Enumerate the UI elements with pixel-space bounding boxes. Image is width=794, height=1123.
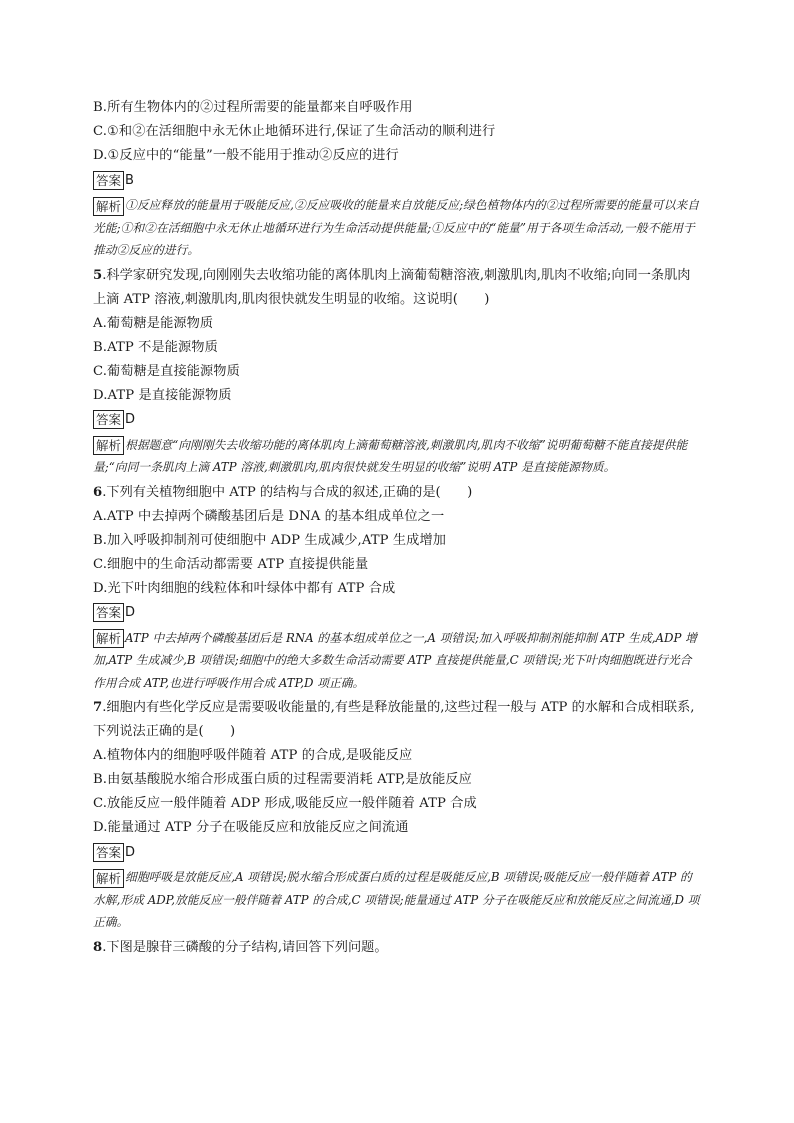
q7-stem-text: .细胞内有些化学反应是需要吸收能量的,有些是释放能量的,这些过程一般与 ATP 的水解和合成相联系,下列说法正确的是( ) — [93, 700, 695, 739]
q5-stem — [93, 264, 703, 312]
answer-tag: 答案 — [93, 171, 124, 190]
q7-option-b[interactable]: B.由氨基酸脱水缩合形成蛋白质的过程需要消耗 ATP,是放能反应 — [93, 772, 472, 787]
explanation-tag: 解析 — [93, 197, 124, 216]
q6-stem-text: .下列有关植物细胞中 ATP 的结构与合成的叙述,正确的是( ) — [102, 484, 473, 500]
q6-answer-row — [93, 601, 703, 625]
q6-number: 6 — [93, 484, 103, 500]
q6-stem — [93, 481, 703, 505]
q4-option-c[interactable]: C.①和②在活细胞中永无休止地循环进行,保证了生命活动的顺利进行 — [93, 124, 496, 139]
q7-stem — [93, 696, 703, 744]
q7-answer-row — [93, 840, 703, 864]
q7-explanation — [93, 866, 703, 934]
q5-option-c[interactable]: C.葡萄糖是直接能源物质 — [93, 363, 240, 379]
q4-explanation-text: ①反应释放的能量用于吸能反应,②反应吸收的能量来自放能反应;绿色植物体内的②过程所需要的能量可以来自光能;①和②在活细胞中永无休止地循环进行为生命活动提供能量;①反应中的“能量”用于各项生命活动,一般不能用于推动②反应的进行。 — [93, 198, 699, 257]
q6-explanation — [93, 627, 703, 695]
explanation-tag: 解析 — [93, 629, 124, 648]
answer-tag: 答案 — [93, 410, 124, 429]
explanation-tag: 解析 — [93, 436, 124, 455]
q8-stem-text: .下图是腺苷三磷酸的分子结构,请回答下列问题。 — [102, 939, 388, 955]
q7-option-a[interactable]: A.植物体内的细胞呼吸伴随着 ATP 的合成,是吸能反应 — [93, 748, 413, 763]
document-page — [93, 96, 703, 960]
answer-tag: 答案 — [93, 843, 124, 862]
q4-explanation — [93, 194, 703, 262]
q6-option-c[interactable]: C.细胞中的生命活动都需要 ATP 直接提供能量 — [93, 556, 369, 572]
q7-number: 7 — [93, 700, 103, 715]
q7-option-d[interactable]: D.能量通过 ATP 分子在吸能反应和放能反应之间流通 — [93, 820, 409, 835]
q5-explanation-text: 根据题意“向刚刚失去收缩功能的离体肌肉上滴葡萄糖溶液,刺激肌肉,肌肉不收缩”说明葡萄糖不能直接提供能量;“向同一条肌肉上滴 ATP 溶液,刺激肌肉,肌肉很快就发生明显的收缩”说明 ATP 是直接能源物质。 — [93, 437, 688, 474]
q6-explanation-text: ATP 中去掉两个磷酸基团后是 RNA 的基本组成单位之一,A 项错误;加入呼吸抑制剂能抑制 ATP 生成,ADP 增加,ATP 生成减少,B 项错误;细胞中的绝大多数生命活动需要 ATP 直接提供能量,C 项错误;光下叶肉细胞既进行光合作用合成 ATP,也进行呼吸作用合成 ATP,D 项正确。 — [93, 630, 697, 690]
q7-option-c[interactable]: C.放能反应一般伴随着 ADP 形成,吸能反应一般伴随着 ATP 合成 — [93, 796, 477, 811]
q5-explanation — [93, 434, 703, 479]
q7-explanation-text: 细胞呼吸是放能反应,A 项错误;脱水缩合形成蛋白质的过程是吸能反应,B 项错误;吸能反应一般伴随着 ATP 的水解,形成 ADP,放能反应一般伴随着 ATP 的合成,C 项错误;能量通过 ATP 分子在吸能反应和放能反应之间流通,D 项正确。 — [93, 870, 700, 929]
q6-option-b[interactable]: B.加入呼吸抑制剂可使细胞中 ADP 生成减少,ATP 生成增加 — [93, 532, 447, 548]
q6-answer-value: D — [125, 605, 136, 620]
q8-number: 8 — [93, 939, 103, 955]
q4-answer-row — [93, 168, 703, 192]
q5-stem-text: .科学家研究发现,向刚刚失去收缩功能的离体肌肉上滴葡萄糖溶液,刺激肌肉,肌肉不收缩;向同一条肌肉上滴 ATP 溶液,刺激肌肉,肌肉很快就发生明显的收缩。这说明( ) — [93, 267, 691, 307]
q4-option-d[interactable]: D.①反应中的“能量”一般不能用于推动②反应的进行 — [93, 148, 399, 163]
q8-stem — [93, 936, 703, 960]
q4-option-b[interactable]: B.所有生物体内的②过程所需要的能量都来自呼吸作用 — [93, 100, 413, 115]
q5-option-a[interactable]: A.葡萄糖是能源物质 — [93, 315, 214, 331]
q6-option-d[interactable]: D.光下叶肉细胞的线粒体和叶绿体中都有 ATP 合成 — [93, 580, 396, 596]
q5-answer-row — [93, 408, 703, 432]
q5-number: 5 — [93, 267, 103, 283]
q6-option-a[interactable]: A.ATP 中去掉两个磷酸基团后是 DNA 的基本组成单位之一 — [93, 508, 445, 524]
q5-option-b[interactable]: B.ATP 不是能源物质 — [93, 339, 218, 355]
q4-answer-value: B — [125, 172, 134, 188]
q7-answer-value: D — [125, 844, 136, 860]
q5-option-d[interactable]: D.ATP 是直接能源物质 — [93, 387, 232, 403]
answer-tag: 答案 — [93, 603, 124, 622]
q5-answer-value: D — [125, 412, 136, 427]
explanation-tag: 解析 — [93, 869, 124, 888]
